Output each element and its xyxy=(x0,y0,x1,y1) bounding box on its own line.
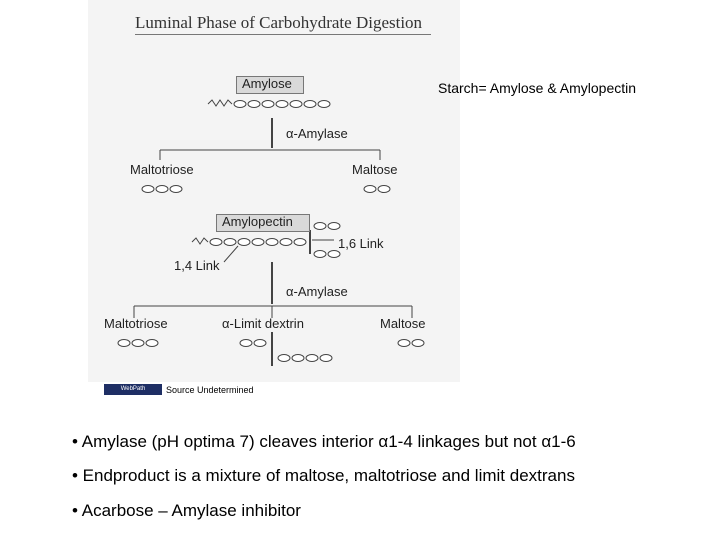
alpha-amylase-label-1: α-Amylase xyxy=(286,126,348,141)
alpha-amylase-label-2: α-Amylase xyxy=(286,284,348,299)
amylopectin-label: Amylopectin xyxy=(222,214,293,229)
maltotriose-label-1: Maltotriose xyxy=(130,162,194,177)
limit-dextrin-label: α-Limit dextrin xyxy=(222,316,304,331)
link-14-label: 1,4 Link xyxy=(174,258,220,273)
maltotriose-1-chain xyxy=(142,186,182,193)
maltose-label-2: Maltose xyxy=(380,316,426,331)
link-16-label: 1,6 Link xyxy=(338,236,384,251)
maltose-1-chain xyxy=(364,186,390,193)
maltose-2-chain xyxy=(398,340,424,347)
source-text: Source Undetermined xyxy=(166,385,254,395)
starch-note: Starch= Amylose & Amylopectin xyxy=(438,80,637,96)
amylose-label: Amylose xyxy=(242,76,292,91)
bullet-item-3: • Acarbose – Amylase inhibitor xyxy=(72,501,301,520)
maltotriose-2-chain xyxy=(118,340,158,347)
limit-dextrin-chain xyxy=(240,340,332,362)
maltotriose-label-2: Maltotriose xyxy=(104,316,168,331)
bullet-item-2: • Endproduct is a mixture of maltose, maltotriose and limit dextrans xyxy=(72,466,575,485)
link-14-pointer xyxy=(224,246,238,262)
amylopectin-chain-beads xyxy=(210,239,306,246)
diagram-title: Luminal Phase of Carbohydrate Digestion xyxy=(135,13,423,32)
source-badge: WebPath xyxy=(104,384,162,395)
bullet-item-1: • Amylase (pH optima 7) cleaves interior α1-4 linkages but not α1-6 xyxy=(72,432,576,451)
amylopectin-chain-zigzag xyxy=(192,238,208,244)
maltose-label-1: Maltose xyxy=(352,162,398,177)
amylose-chain-beads xyxy=(234,101,330,108)
amylose-chain-zigzag xyxy=(208,100,232,106)
